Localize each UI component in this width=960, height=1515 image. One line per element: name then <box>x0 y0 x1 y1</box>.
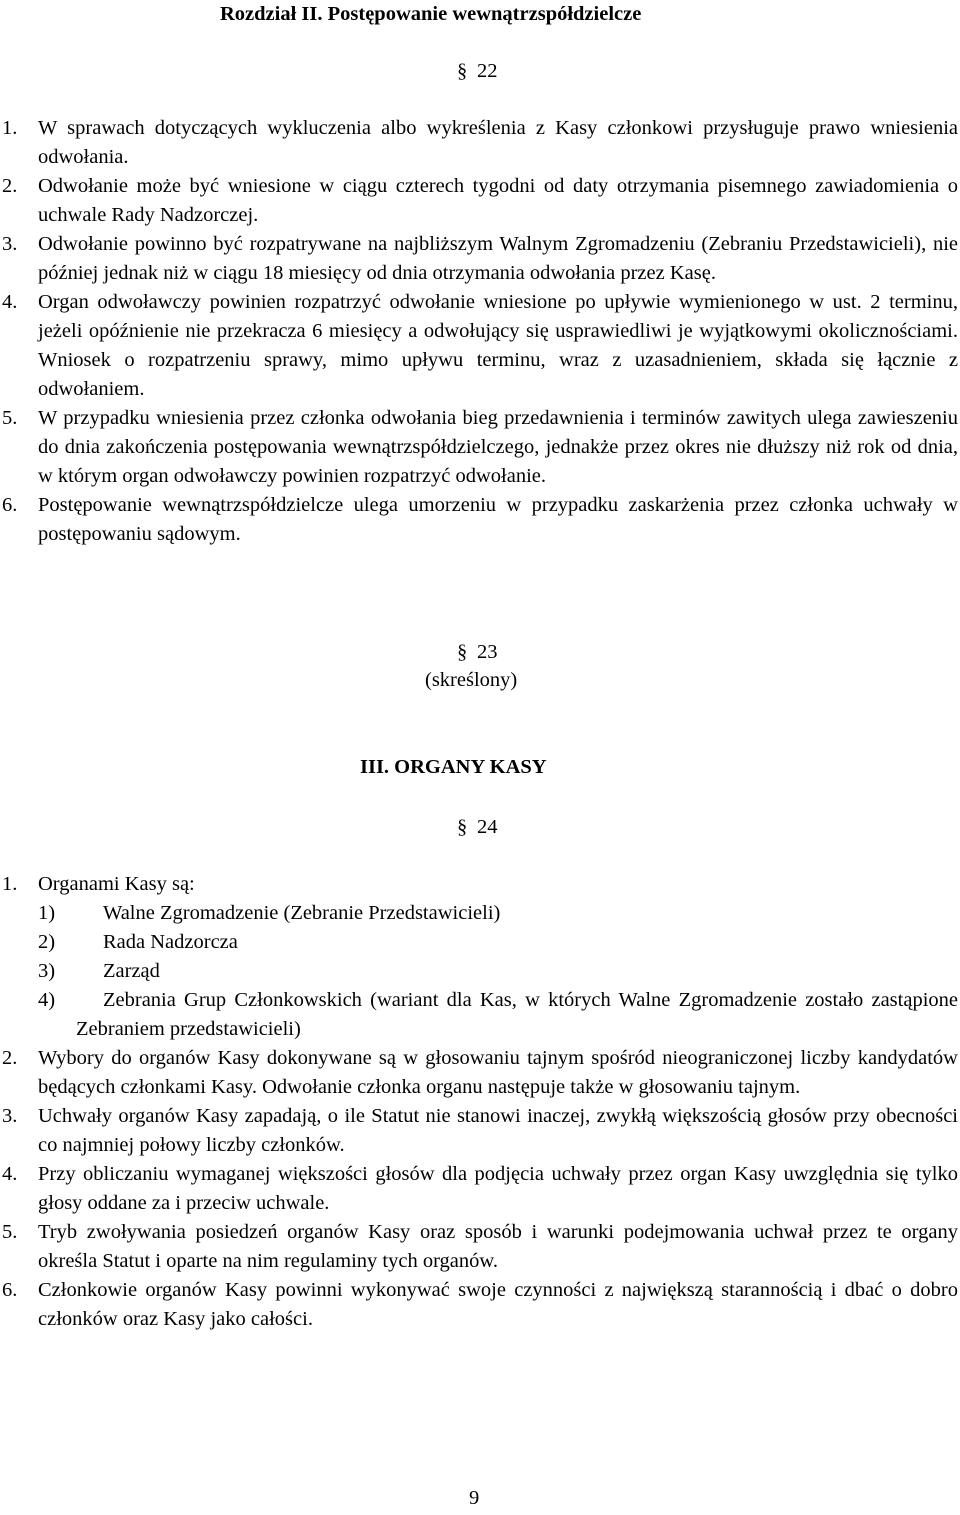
item-number: 6. <box>2 1279 18 1301</box>
paragraph-22-list <box>0 114 958 549</box>
item-number: 3. <box>2 1105 18 1127</box>
list-item <box>0 491 958 549</box>
item-text: Postępowanie wewnątrzspółdzielcze ulega umorzeniu w przypadku zaskarżenia przez członka uchwały w postępowaniu sądowym. <box>38 494 958 545</box>
item-number: 5. <box>2 407 18 429</box>
item-text: Wybory do organów Kasy dokonywane są w głosowaniu tajnym spośród nieograniczonej liczby kandydatów będących członkami Kasy. Odwołanie członka organu następuje także w głosowaniu tajnym. <box>38 1047 958 1098</box>
list-item <box>0 230 958 288</box>
list-item <box>0 1218 958 1276</box>
item-text: Odwołanie może być wniesione w ciągu czterech tygodni od daty otrzymania pisemnego zawiadomienia o uchwale Rady Nadzorczej. <box>38 175 958 226</box>
list-item <box>0 1044 958 1102</box>
item-text: Organ odwoławczy powinien rozpatrzyć odwołanie wniesione po upływie wymienionego w ust. 2 terminu, jeżeli opóźnienie nie przekracza 6 miesięcy a odwołujący się usprawiedliwi je wyjątkowymi okolicznościami. Wniosek o rozpatrzeniu sprawy, mimo upływu terminu, wraz z uzasadnieniem, składa się łącznie z odwołaniem. <box>38 291 958 400</box>
sub-item-text: Walne Zgromadzenie (Zebranie Przedstawicieli) <box>103 902 501 924</box>
item-number: 6. <box>2 494 18 516</box>
repealed-note: (skreślony) <box>425 669 518 691</box>
item-number: 1. <box>2 873 18 895</box>
paragraph-number: 23 <box>477 641 498 663</box>
paragraph-heading-22 <box>457 57 498 86</box>
list-item <box>0 1276 958 1334</box>
item-text: Przy obliczaniu wymaganej większości głosów dla podjęcia uchwały przez organ Kasy uwzględnia się tylko głosy oddane za i przeciw uchwale. <box>38 1163 958 1214</box>
page-number: 9 <box>469 1487 480 1509</box>
item-text: Członkowie organów Kasy powinni wykonywać swoje czynności z największą starannością i dbać o dobro członków oraz Kasy jako całości. <box>38 1279 958 1330</box>
sub-item-number: 1) <box>38 902 56 924</box>
section-sign: § <box>457 641 468 663</box>
item-number: 4. <box>2 291 18 313</box>
organ-item <box>38 957 958 986</box>
paragraph-number: 22 <box>477 60 498 82</box>
item-number: 3. <box>2 233 18 255</box>
list-item <box>0 404 958 491</box>
item-number: 2. <box>2 1047 18 1069</box>
sub-item-text: Zebrania Grup Członkowskich (wariant dla Kas, w których Walne Zgromadzenie zostało zastąpione Zebraniem przedstawicieli) <box>76 989 958 1040</box>
section-sign: § <box>457 816 468 838</box>
list-item <box>0 114 958 172</box>
item-text: Tryb zwoływania posiedzeń organów Kasy oraz sposób i warunki podejmowania uchwał przez te organy określa Statut i oparte na nim regulaminy tych organów. <box>38 1221 958 1272</box>
list-item <box>0 870 958 1044</box>
organs-list <box>38 899 958 1044</box>
item-text: Organami Kasy są: <box>38 873 195 895</box>
section-sign: § <box>457 60 468 82</box>
section-title: III. ORGANY KASY <box>360 756 547 778</box>
item-number: 1. <box>2 117 18 139</box>
sub-item-number: 4) <box>38 989 56 1011</box>
paragraph-heading-24 <box>457 813 498 842</box>
list-item <box>0 288 958 404</box>
organ-item <box>38 899 958 928</box>
list-item <box>0 172 958 230</box>
paragraph-number: 24 <box>477 816 498 838</box>
sub-item-number: 2) <box>38 931 56 953</box>
paragraph-heading-23 <box>457 638 498 667</box>
item-text: W sprawach dotyczących wykluczenia albo wykreślenia z Kasy członkowi przysługuje prawo wniesienia odwołania. <box>38 117 958 168</box>
item-number: 2. <box>2 175 18 197</box>
list-item <box>0 1160 958 1218</box>
item-text: W przypadku wniesienia przez członka odwołania bieg przedawnienia i terminów zawitych ulega zawieszeniu do dnia zakończenia postępowania wewnątrzspółdzielczego, jednakże przez okres nie dłuższy niż rok od dnia, w którym organ odwoławczy powinien rozpatrzyć odwołanie. <box>38 407 958 487</box>
sub-item-number: 3) <box>38 960 56 982</box>
organ-item <box>38 986 958 1044</box>
item-text: Odwołanie powinno być rozpatrywane na najbliższym Walnym Zgromadzeniu (Zebraniu Przedstawicieli), nie później jednak niż w ciągu 18 miesięcy od dnia otrzymania odwołania przez Kasę. <box>38 233 958 284</box>
sub-item-text: Rada Nadzorcza <box>103 931 238 953</box>
sub-item-text: Zarząd <box>103 960 160 982</box>
list-item <box>0 1102 958 1160</box>
item-number: 5. <box>2 1221 18 1243</box>
item-text: Uchwały organów Kasy zapadają, o ile Statut nie stanowi inaczej, zwykłą większością głosów przy obecności co najmniej połowy liczby członków. <box>38 1105 958 1156</box>
chapter-title: Rozdział II. Postępowanie wewnątrzspółdzielcze <box>220 3 642 25</box>
organ-item <box>38 928 958 957</box>
item-number: 4. <box>2 1163 18 1185</box>
paragraph-24-list <box>0 870 958 1334</box>
